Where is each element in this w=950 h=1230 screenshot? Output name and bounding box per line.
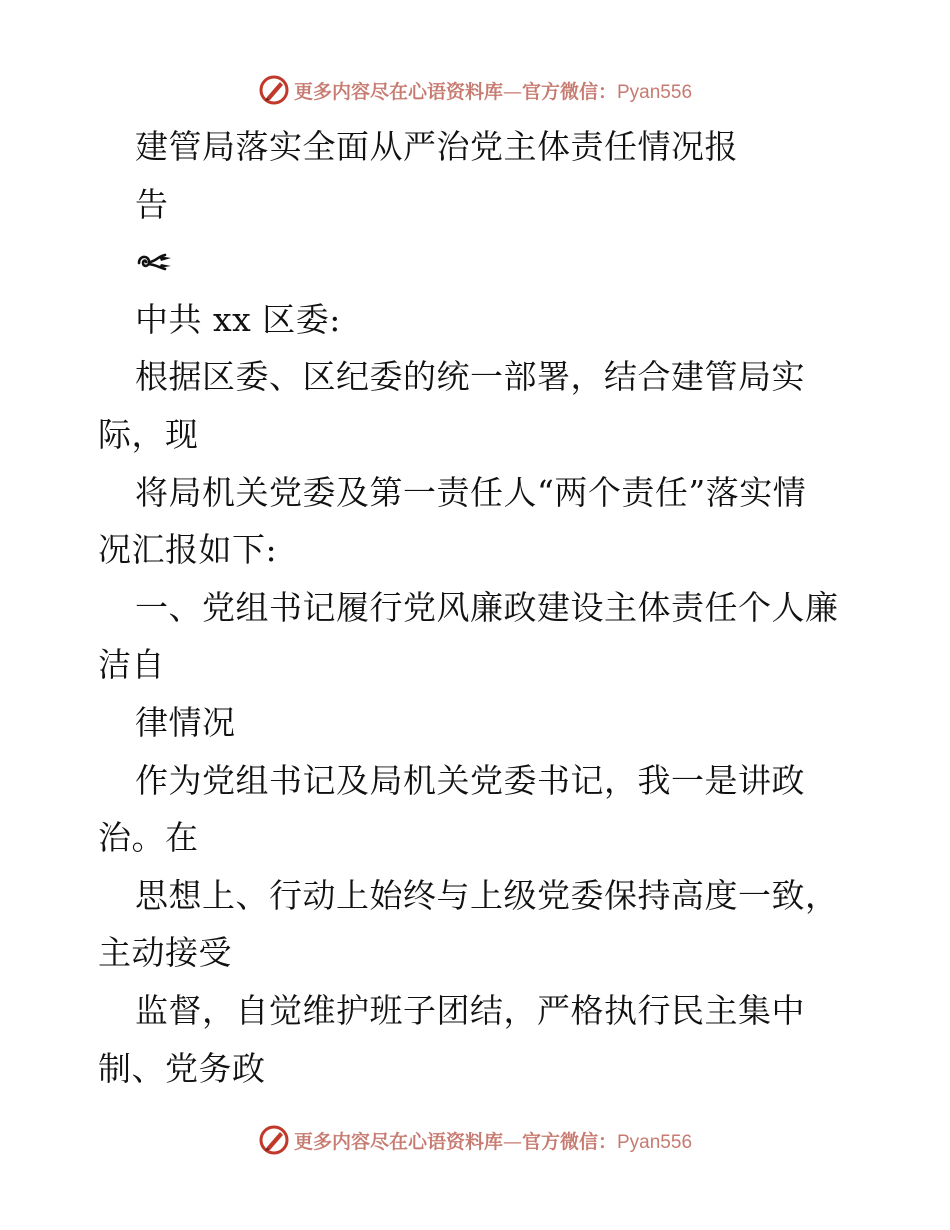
- document-title-line-2: 告: [135, 184, 169, 224]
- document-body: [0, 118, 950, 1097]
- body-line: 一、党组书记履行党风廉政建设主体责任个人廉: [135, 587, 839, 627]
- watermark-text: 更多内容尽在心语资料库—官方微信：Pyan556: [293, 80, 693, 103]
- watermark-text: 更多内容尽在心语资料库—官方微信：Pyan556: [293, 1130, 693, 1153]
- body-line: 监督，自觉维护班子团结，严格执行民主集中: [135, 990, 805, 1030]
- body-line: 根据区委、区纪委的统一部署，结合建管局实: [135, 357, 805, 397]
- body-line: 治。在: [98, 818, 199, 858]
- body-line: 作为党组书记及局机关党委书记，我一是讲政: [135, 760, 805, 800]
- body-line: 思想上、行动上始终与上级党委保持高度一致，: [135, 875, 839, 915]
- pen-logo-icon: [258, 74, 290, 106]
- document-title-line-1: 建管局落实全面从严治党主体责任情况报: [135, 127, 738, 166]
- fleuron-ornament-icon: [135, 245, 175, 277]
- watermark-banner-bottom: [0, 1120, 950, 1160]
- body-line: 况汇报如下:: [98, 530, 278, 570]
- pen-logo-icon: [258, 1124, 290, 1156]
- body-line: 将局机关党委及第一责任人“两个责任”落实情: [135, 472, 807, 512]
- body-line: 主动接受: [98, 933, 232, 973]
- body-line: 律情况: [135, 702, 236, 742]
- watermark-banner-top: [0, 70, 950, 110]
- body-line: 制、党务政: [98, 1048, 266, 1088]
- ornament-row: [0, 233, 950, 291]
- body-line: 际，现: [98, 414, 199, 454]
- body-line: 洁自: [98, 645, 165, 685]
- body-paragraphs: [0, 348, 950, 1097]
- salutation: 中共 xx 区委:: [135, 299, 341, 339]
